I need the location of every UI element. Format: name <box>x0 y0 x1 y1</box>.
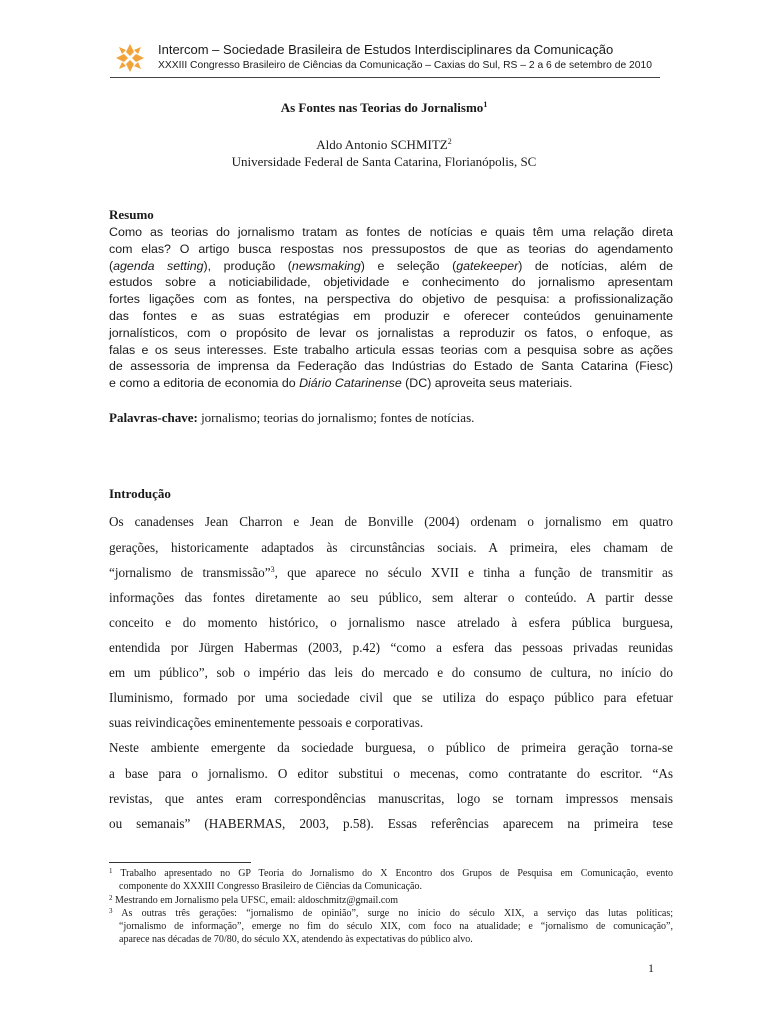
body-line: ou semanais” (HABERMAS, 2003, p.58). Essas referências aparecem na primeira tese <box>109 816 673 831</box>
header-divider <box>110 77 660 78</box>
abstract-line: das fontes e as suas estratégias em produzir e oferecer conteúdos genuinamente <box>109 308 673 323</box>
author-name: Aldo Antonio SCHMITZ$^2$ <box>316 137 452 152</box>
footnote-divider <box>109 862 251 863</box>
body-line: Neste ambiente emergente da sociedade burguesa, o público de primeira geração torna-se <box>109 740 673 755</box>
keywords-label: Palavras-chave: <box>109 410 198 425</box>
author-affiliation: Universidade Federal de Santa Catarina, Florianópolis, SC <box>231 154 537 169</box>
body-line: em um público”, sob o império das leis do mercado e do consumo de cultura, no início do <box>109 665 673 680</box>
header-organization: Intercom – Sociedade Brasileira de Estudos Interdisciplinares da Comunicação <box>158 42 614 57</box>
footnote-1-cont: componente do XXXIII Congresso Brasileiro de Ciências da Comunicação. <box>119 881 422 893</box>
body-line: “jornalismo de transmissão”$^3$, que aparece no século XVII e tinha a função de transmitir as <box>109 565 673 580</box>
footnote-ref: 3 <box>270 565 275 574</box>
abstract-line: com elas? O artigo busca respostas nos pressupostos de que as teorias do agendamento <box>109 241 673 256</box>
abstract-line: de assessoria de imprensa da Federação das Indústrias do Estado de Santa Catarina (Fiesc) <box>109 359 673 374</box>
abstract-line: jornalísticos, com o propósito de levar os jornalistas a reproduzir os fatos, o enfoque, as <box>109 325 673 340</box>
body-line: informações das fontes diretamente ao seu público, sem alterar o conteúdo. A partir desse <box>109 590 673 605</box>
header-congress: XXXIII Congresso Brasileiro de Ciências da Comunicação – Caxias do Sul, RS – 2 a 6 de setembro de 2010 <box>158 60 652 71</box>
abstract-line: fortes ligações com as fontes, na perspectiva do objetivo de pesquisa: a profissionalização <box>109 292 673 307</box>
abstract-line: Como as teorias do jornalismo tratam as fontes de notícias e quais têm uma relação direta <box>109 225 673 239</box>
keywords-text: jornalismo; teorias do jornalismo; fontes de notícias. <box>197 410 475 425</box>
body-line: a base para o jornalismo. O editor substitui o mecenas, como contratante do escritor. “As <box>109 766 673 781</box>
body-line: suas reivindicações eminentemente pessoais e corporativas. <box>109 715 424 730</box>
abstract-heading: Resumo <box>109 207 154 222</box>
page-number: 1 <box>648 961 654 975</box>
footnote-ref: 2 <box>447 137 452 146</box>
intercom-logo-icon <box>112 40 148 76</box>
body-line: gerações, historicamente adaptados às circunstâncias sociais. A primeira, eles chamam de <box>109 540 673 555</box>
body-line: conceito e do momento histórico, o jornalismo nasce atrelado à esfera pública burguesa, <box>109 615 673 630</box>
abstract-line: falas e os seus interesses. Este trabalho articula essas teorias com a pesquisa sobre as ações <box>109 342 673 357</box>
abstract-body <box>109 224 673 392</box>
body-line: Os canadenses Jean Charron e Jean de Bonville (2004) ordenam o jornalismo em quatro <box>109 514 673 529</box>
keywords <box>109 410 474 426</box>
body-line: Iluminismo, formado por uma sociedade civil que se utiliza do espaço público para efetuar <box>109 690 673 705</box>
footnote-ref: 1 <box>483 100 488 109</box>
footnote-2: $^2$ Mestrando em Jornalismo pela UFSC, email: aldoschmitz@gmail.com <box>109 893 399 906</box>
abstract-line: (agenda setting), produção (newsmaking) e seleção (gatekeeper) de notícias, além de <box>109 258 674 273</box>
footnotes <box>109 867 673 947</box>
footnote-3-cont: aparece nas décadas de 70/80, do século XX, atendendo às expectativas do público alvo. <box>119 934 473 946</box>
introduction-heading: Introdução <box>109 486 171 501</box>
footnote-1: $^1$ Trabalho apresentado no GP Teoria do Jornalismo do X Encontro dos Grupos de Pesquisa em Comunicação, evento <box>109 867 673 879</box>
body-line: revistas, que antes eram correspondências manuscritas, logo se tornam impressos mensais <box>109 791 673 806</box>
abstract-line: e como a editoria de economia do Diário Catarinense (DC) aproveita seus materiais. <box>109 376 573 391</box>
body-line: entendida por Jürgen Habermas (2003, p.42) “como a esfera das pessoas privadas reunidas <box>109 640 673 655</box>
abstract-line: estudos sobre a noticiabilidade, objetividade e conhecimento do jornalismo apresentam <box>109 275 673 290</box>
footnote-3: $^3$ As outras três gerações: “jornalismo de opinião”, surge no início do século XIX, a serviço das lutas políticas; <box>109 906 674 919</box>
footnote-3-cont: “jornalismo de informação”, emerge no fim do século XIX, com foco na atualidade; e “jornalismo de comunicação”, <box>119 921 673 933</box>
paper-title: As Fontes nas Teorias do Jornalismo$^1$ <box>280 100 488 115</box>
